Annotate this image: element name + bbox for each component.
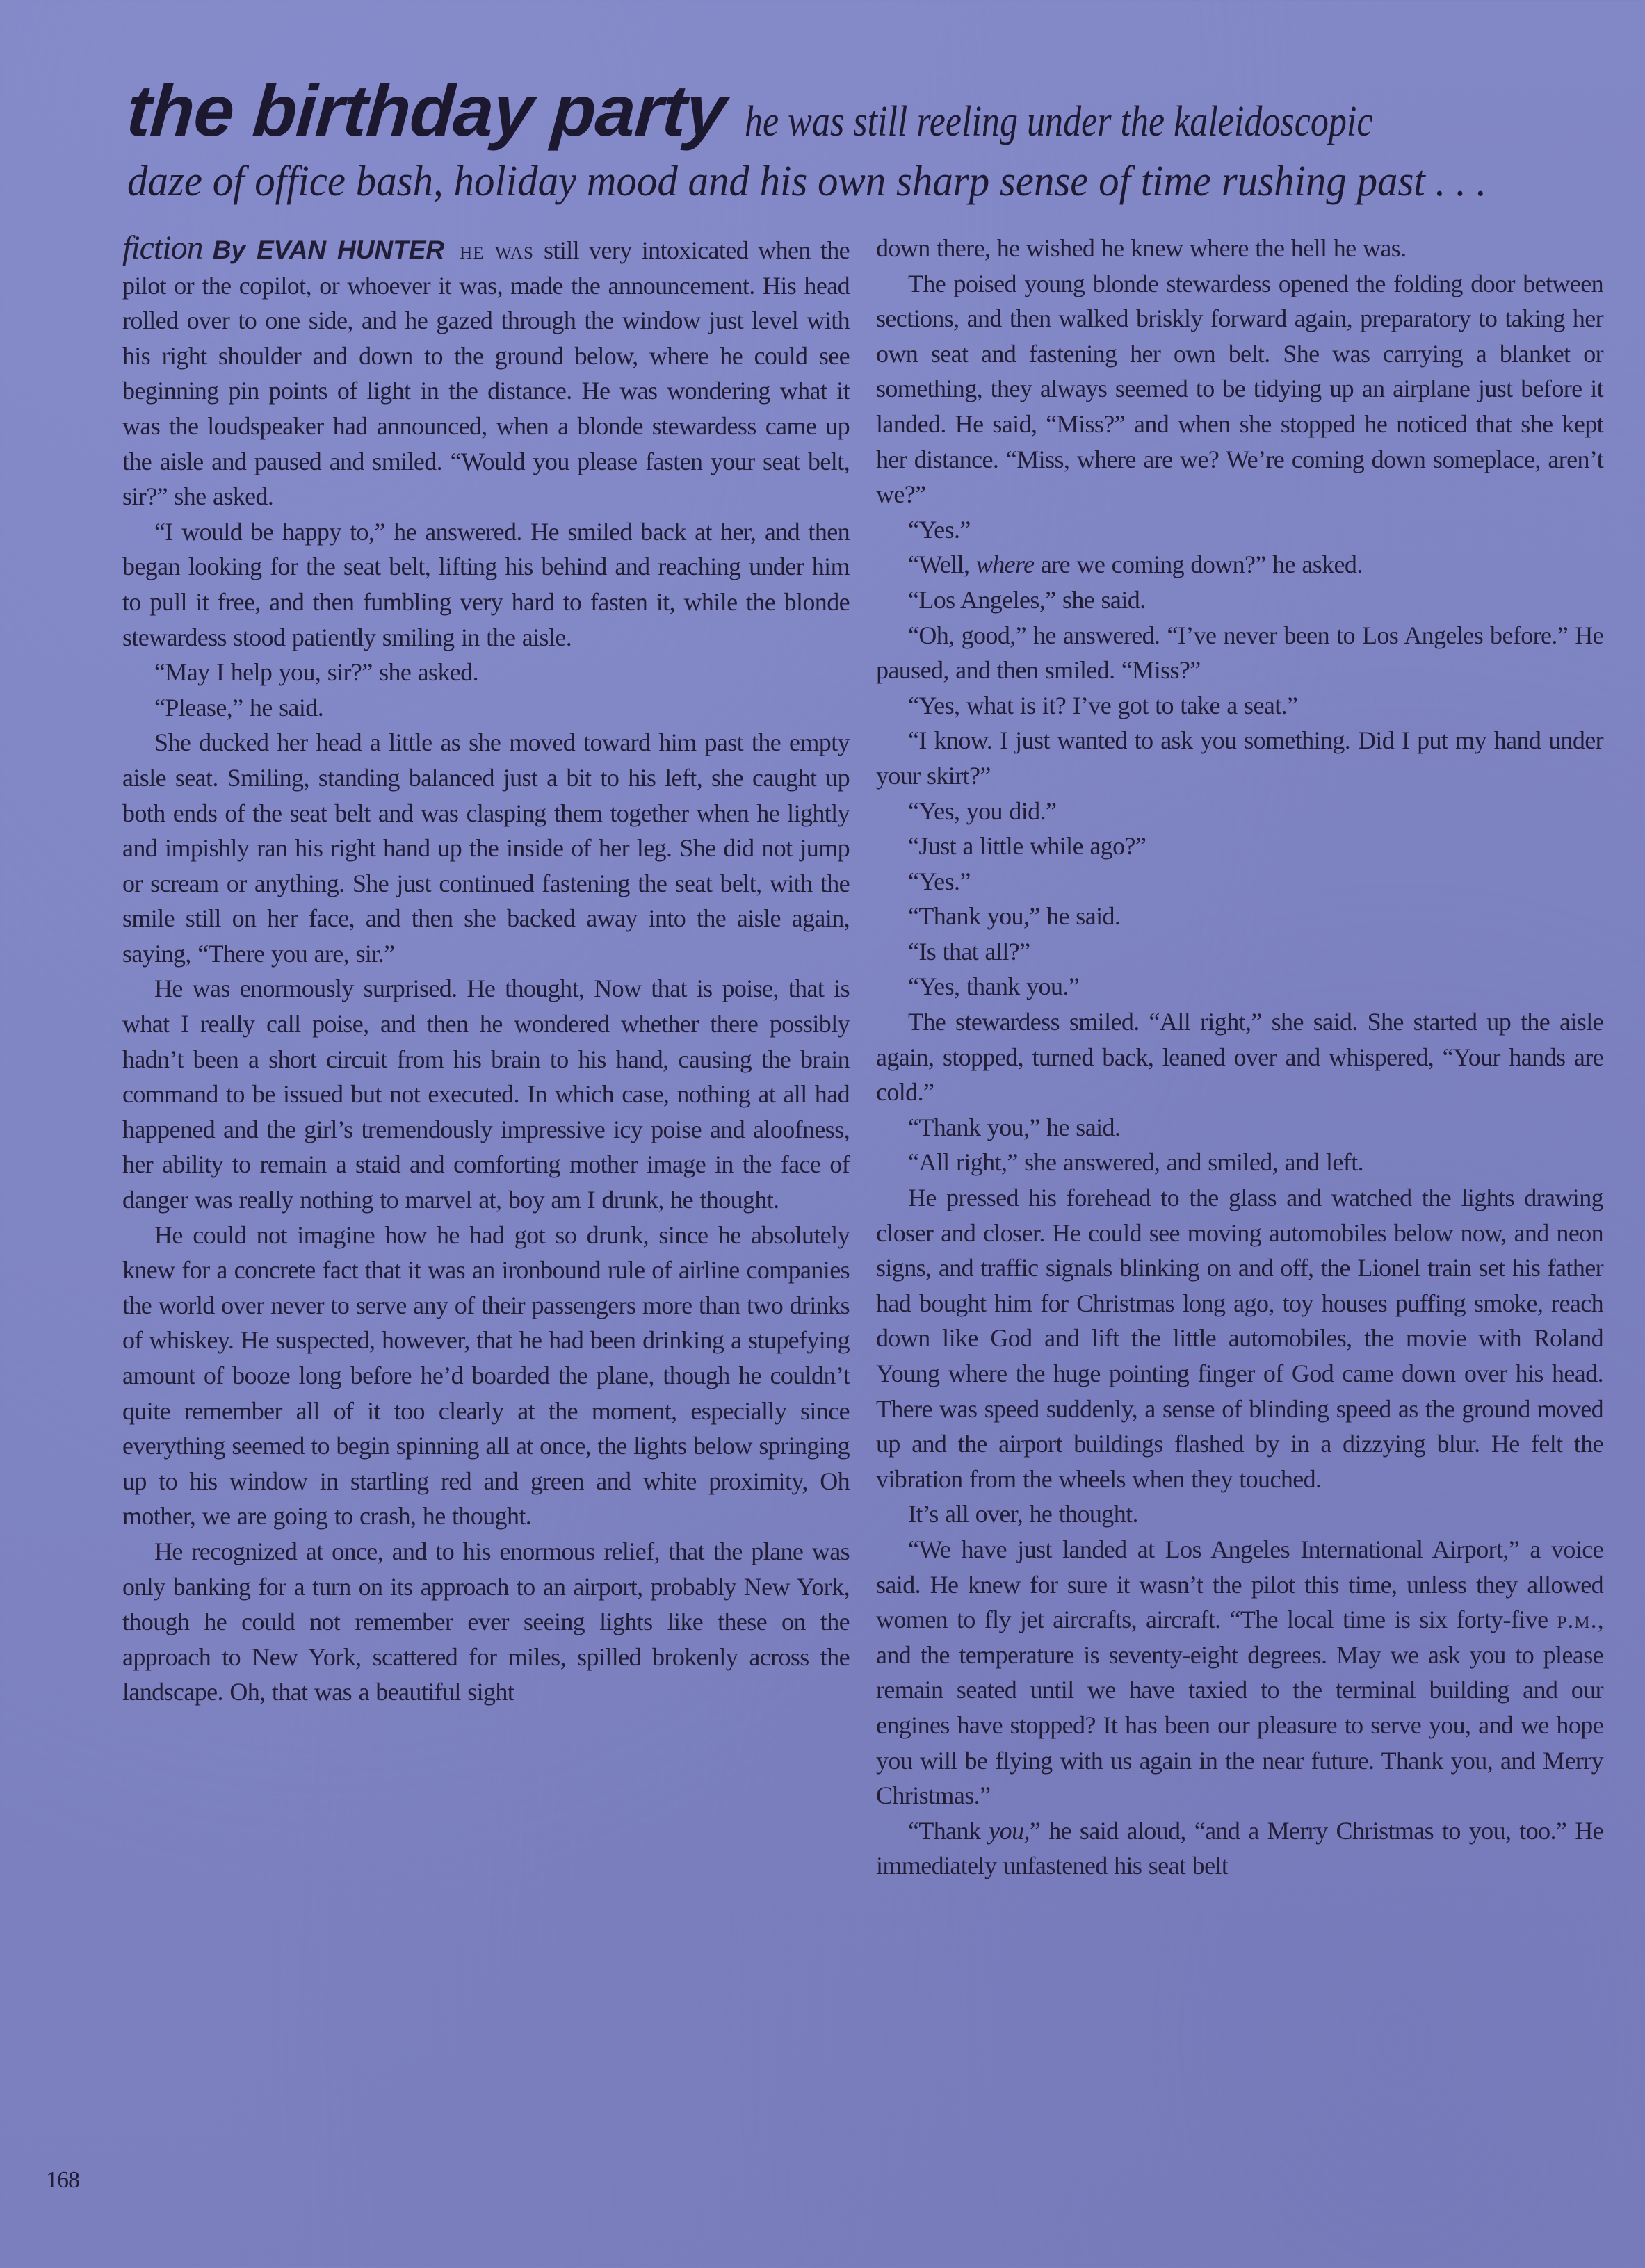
text-run: , and the temperature is seventy-eight degrees. May we ask you to please remain seated until we have taxied to the terminal building and our engines have stopped? It has been our pleasure to serve you, and we hope you will be flying with us again in the near future. Thank you, and Merry Christmas.” (876, 1606, 1603, 1810)
paragraph: “Thank you,” he said. (908, 902, 1121, 931)
story-header (124, 71, 1645, 205)
paragraph: “I would be happy to,” he answered. He smiled back at her, and then began looking for the seat belt, lifting his behind and reaching under him to pull it free, and then fumbling very hard to fasten it, while the blonde stewardess stood patiently smiling in the aisle. (122, 517, 850, 651)
paragraph: “Yes, you did.” (908, 797, 1057, 825)
text-run: “Thank (908, 1816, 989, 1845)
paragraph: “Los Angeles,” she said. (908, 585, 1146, 614)
paragraph: “Oh, good,” he answered. “I’ve never been to Los Angeles before.” He paused, and then smiled. “Miss?” (876, 621, 1603, 685)
paragraph: “Yes, what is it? I’ve got to take a seat.” (908, 691, 1298, 719)
paragraph: “Is that all?” (908, 937, 1030, 965)
header-line-2 (127, 160, 1645, 203)
paragraph: “All right,” she answered, and smiled, and left. (908, 1148, 1363, 1177)
lead-smallcaps: he was (460, 236, 534, 264)
time-abbrev: p.m. (1557, 1606, 1598, 1634)
paragraph: She ducked her head a little as she moved toward him past the empty aisle seat. Smiling, standing balanced just a bit to his left, she caught up both ends of the seat belt and was clasping them together when he lightly and impishly ran his right hand up the inside of her leg. She did not jump or scream or anything. She just continued fastening the seat belt, with the smile still on her face, and then she backed away into the aisle again, saying, “There you are, sir.” (122, 728, 850, 968)
paragraph: He was enormously surprised. He thought, Now that is poise, that is what I really call poise, and then he wondered whether there possibly hadn’t been a short circuit from his brain to his hand, causing the brain command to be issued but not executed. In which case, nothing at all had happened and the girl’s tremendously impressive icy poise and aloofness, her ability to remain a staid and comforting mother image in the face of danger was really nothing to marvel at, boy am I drunk, he thought. (122, 974, 850, 1214)
paragraph: “Yes, thank you.” (908, 972, 1080, 1001)
text-run: are we coming down?” he asked. (1034, 550, 1363, 579)
paragraph (876, 1532, 1603, 1813)
paragraph: “May I help you, sir?” she asked. (154, 658, 479, 687)
paragraph (876, 1813, 1603, 1884)
paragraph: “Just a little while ago?” (908, 832, 1146, 860)
opening-paragraph (122, 231, 850, 514)
paragraph: The stewardess smiled. “All right,” she said. She started up the aisle again, stopped, turned back, leaned over and whispered, “Your hands are cold.” (876, 1008, 1603, 1107)
story-deck-line-2: daze of office bash, holiday mood and his own sharp sense of time rushing past . . . (127, 158, 1487, 205)
author-byline: By EVAN HUNTER (212, 236, 445, 264)
paragraph: The poised young blonde stewardess opened the folding door between sections, and then walked briskly forward again, preparatory to taking her own seat and fastening her own belt. She was carrying a blanket or something, they always seemed to be tidying up an airplane just before it landed. He said, “Miss?” and when she stopped he noticed that she kept her distance. “Miss, where are we? We’re coming down someplace, aren’t we?” (876, 269, 1603, 509)
paragraph: It’s all over, he thought. (908, 1500, 1138, 1528)
paragraph (876, 547, 1603, 582)
story-title: the birthday party (124, 71, 729, 152)
emphasis: you, (989, 1816, 1030, 1845)
paragraph: “Yes.” (908, 515, 971, 544)
story-deck-line-1: he was still reeling under the kaleidoscopic (745, 98, 1373, 145)
paragraph: He recognized at once, and to his enormous relief, that the plane was only banking for a turn on its approach to an airport, probably New York, though he could not remember ever seeing lights like these on the approach to New York, scattered for miles, spilled brokenly across the landscape. Oh, that was a beautiful sight (122, 1537, 850, 1706)
category-label: fiction (122, 229, 203, 266)
paragraph: “I know. I just wanted to ask you something. Did I put my hand under your skirt?” (876, 726, 1603, 790)
text-run: ” he said aloud, “and a Merry Christmas to you, too.” He immediately unfastened his seat belt (876, 1816, 1603, 1880)
text-run: “Well, (908, 550, 976, 579)
header-line-1 (124, 71, 1645, 152)
text-run: “We have just landed at Los Angeles International Airport,” a voice said. He knew for sure it wasn’t the pilot this time, unless they allowed women to fly jet aircrafts, aircraft. “The local time is six forty-five (876, 1535, 1603, 1634)
paragraph: He could not imagine how he had got so drunk, since he absolutely knew for a concrete fact that it was an ironbound rule of airline companies the world over never to serve any of their passengers more than two drinks of whiskey. He suspected, however, that he had been drinking a stupefying amount of booze long before he’d boarded the plane, though he couldn’t quite remember all of it too clearly at the moment, especially since everything seemed to begin spinning all at once, the lights below springing up to his window in startling red and green and white proximity, Oh mother, we are going to crash, he thought. (122, 1221, 850, 1531)
page-number: 168 (46, 2167, 79, 2193)
left-column (122, 231, 850, 1710)
paragraph: “Yes.” (908, 867, 971, 895)
right-column (876, 231, 1603, 1884)
continued-paragraph: down there, he wished he knew where the hell he was. (876, 234, 1407, 262)
paragraph: He pressed his forehead to the glass and watched the lights drawing closer and closer. He could see moving automobiles below now, and neon signs, and traffic signals blinking on and off, the Lionel train set his father had bought him for Christmas long ago, toy houses puffing smoke, reach down like God and lift the little automobiles, the movie with Roland Young where the huge pointing finger of God came down over his head. There was speed suddenly, a sense of blinding speed as the ground moved up and the airport buildings flashed by in a dizzying blur. He felt the vibration from the wheels when they touched. (876, 1184, 1603, 1493)
paragraph: “Thank you,” he said. (908, 1113, 1121, 1141)
opening-text: still very intoxicated when the pilot or the copilot, or whoever it was, made the announcement. His head rolled over to one side, and he gazed through the window just level with his right shoulder and down to the ground below, where he could see beginning pin points of light in the distance. He was wondering what it was the loudspeaker had announced, when a blonde stewardess came up the aisle and paused and smiled. “Would you please fasten your seat belt, sir?” she asked. (122, 236, 850, 511)
paragraph: “Please,” he said. (154, 693, 324, 721)
emphasis: where (975, 550, 1035, 579)
